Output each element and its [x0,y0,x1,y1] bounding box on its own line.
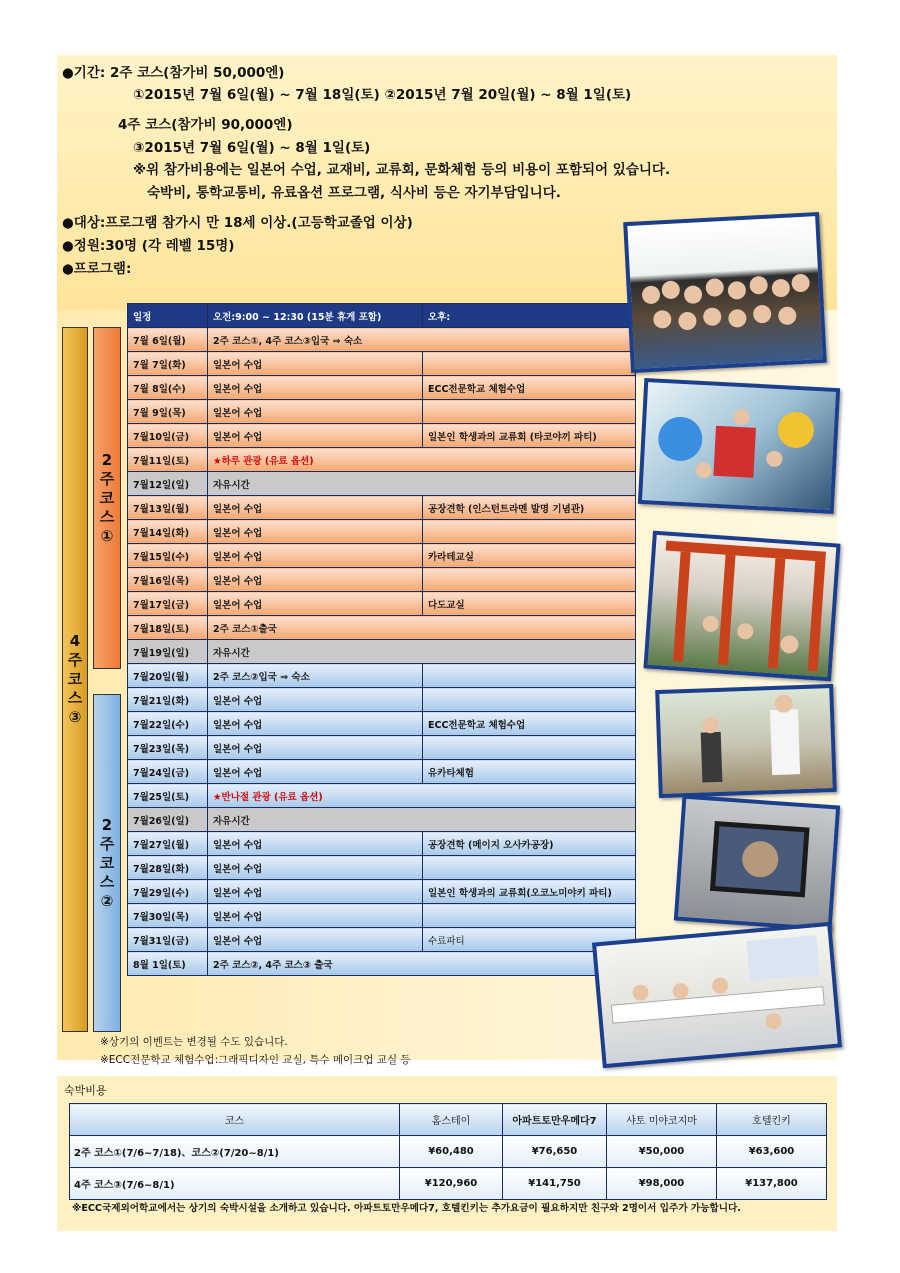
schedule-row [128,424,636,448]
schedule-date-cell: 7월18일(토) [128,616,208,640]
schedule-row [128,496,636,520]
schedule-am-cell: 일본어 수업 [208,904,423,928]
lodging-row [70,1136,827,1168]
lodging-footnote: ※ECC국제외어학교에서는 상기의 숙박시설을 소개하고 있습니다. 아파트토만우메다7, 호텔킨키는 추가요금이 필요하지만 친구와 2명이서 입주가 가능합니다. [72,1203,741,1214]
schedule-row [128,688,636,712]
course2b-char: 스 [99,872,115,891]
schedule-pm-cell [423,520,636,544]
schedule-row [128,376,636,400]
lodging-price-cell: ¥98,000 [607,1168,717,1200]
course4-char: 코 [67,670,83,688]
course4-char: 주 [67,651,83,669]
schedule-am-cell: 자유시간 [208,808,636,832]
schedule-pm-cell [423,352,636,376]
schedule-date-cell: 7월17일(금) [128,592,208,616]
schedule-date-cell: 7월24일(금) [128,760,208,784]
schedule-am-cell: 일본어 수업 [208,496,423,520]
schedule-date-cell: 7월21일(화) [128,688,208,712]
course2a-char: 스 [99,507,115,526]
lodging-table [69,1103,827,1200]
header-date: 일정 [128,304,208,328]
schedule-pm-cell: 공장견학 (메이지 오사카공장) [423,832,636,856]
schedule-date-cell: 7월31일(금) [128,928,208,952]
schedule-row [128,760,636,784]
schedule-date-cell: 7월29일(수) [128,880,208,904]
schedule-am-cell: 일본어 수업 [208,568,423,592]
schedule-am-cell: 일본어 수업 [208,880,423,904]
schedule-am-cell: 일본어 수업 [208,520,423,544]
design-class-photo-illustration [678,799,836,927]
shrine-photo-image [643,531,840,682]
schedule-note-2: ※ECC전문학교 체험수업:그래픽디자인 교실, 특수 메이크업 교실 등 [100,1054,411,1066]
classroom-photo-illustration [596,926,837,1064]
tour-star-label: ★반나절 관광 [213,791,271,803]
course2a-char: 주 [99,469,115,488]
schedule-row [128,448,636,472]
lodging-price-cell: ¥50,000 [607,1136,717,1168]
schedule-row [128,664,636,688]
target-line: ●대상:프로그램 참가시 만 18세 이상.(고등학교졸업 이상) [62,215,413,231]
capacity-line: ●정원:30명 (각 레벨 15명) [62,238,235,254]
lodging-row [70,1168,827,1200]
schedule-row [128,520,636,544]
schedule-row [128,784,636,808]
paid-option-label: (유료 옵션) [274,791,323,803]
lodging-price-cell: ¥76,650 [503,1136,607,1168]
lodging-header-cell: 홈스테이 [400,1104,503,1136]
schedule-row [128,712,636,736]
shrine-photo-illustration [648,535,837,677]
schedule-date-cell: 7월16일(목) [128,568,208,592]
period-2w-dates: ①2015년 7월 6일(월) ~ 7월 18일(토) ②2015년 7월 20일(월) ~ 8월 1일(토) [133,87,632,103]
schedule-date-cell: 7월 7일(화) [128,352,208,376]
schedule-date-cell: 7월30일(목) [128,904,208,928]
schedule-date-cell: 7월23일(목) [128,736,208,760]
schedule-am-cell [208,784,636,808]
lodging-header-cell: 코스 [70,1104,400,1136]
schedule-am-cell: 일본어 수업 [208,544,423,568]
schedule-pm-cell [423,568,636,592]
course2b-char: 2 [101,815,113,834]
course4-char: ③ [68,708,82,726]
lodging-price-cell: ¥141,750 [503,1168,607,1200]
lodging-price-cell: ¥120,960 [400,1168,503,1200]
note-included: ※위 참가비용에는 일본어 수업, 교재비, 교류회, 문화체험 등의 비용이 포함되어 있습니다. [133,162,671,178]
schedule-note-1: ※상기의 이벤트는 변경될 수도 있습니다. [100,1036,288,1048]
schedule-date-cell: 7월11일(토) [128,448,208,472]
design-class-photo-image [674,795,840,932]
schedule-am-cell: 일본어 수업 [208,832,423,856]
schedule-row [128,400,636,424]
schedule-date-cell: 7월 8일(수) [128,376,208,400]
schedule-row [128,616,636,640]
course4-label [62,327,88,1032]
lodging-header-cell: 샤토 미야코지마 [607,1104,717,1136]
schedule-table [127,303,636,976]
course2a-char: 2 [101,450,113,469]
course2a-char: ① [100,526,114,545]
schedule-am-cell: 일본어 수업 [208,760,423,784]
schedule-am-cell: 일본어 수업 [208,712,423,736]
schedule-date-cell: 7월12일(일) [128,472,208,496]
schedule-date-cell: 7월13일(월) [128,496,208,520]
schedule-pm-cell [423,400,636,424]
schedule-pm-cell: 다도교실 [423,592,636,616]
karate-photo-illustration [659,688,832,794]
schedule-pm-cell: 일본인 학생과의 교류회 (타코야끼 파티) [423,424,636,448]
schedule-date-cell: 7월27일(월) [128,832,208,856]
schedule-date-cell: 7월15일(수) [128,544,208,568]
schedule-row [128,328,636,352]
schedule-pm-cell: 유카타체험 [423,760,636,784]
schedule-am-cell: 일본어 수업 [208,928,423,952]
schedule-pm-cell: 수료파티 [423,928,636,952]
lodging-price-cell: ¥137,800 [717,1168,827,1200]
schedule-date-cell: 8월 1일(토) [128,952,208,976]
schedule-date-cell: 7월22일(수) [128,712,208,736]
schedule-pm-cell [423,688,636,712]
paid-option-label: (유료 옵션) [264,455,314,467]
schedule-am-cell [208,448,636,472]
schedule-date-cell: 7월10일(금) [128,424,208,448]
schedule-row [128,856,636,880]
schedule-row [128,592,636,616]
schedule-am-cell: 자유시간 [208,472,636,496]
schedule-row [128,472,636,496]
schedule-am-cell: 일본어 수업 [208,352,423,376]
schedule-pm-cell: 카라테교실 [423,544,636,568]
period-label: ●기간: 2주 코스(참가비 50,000엔) [62,65,285,81]
schedule-pm-cell: 공장견학 (인스턴트라멘 발명 기념관) [423,496,636,520]
schedule-pm-cell [423,664,636,688]
schedule-row [128,352,636,376]
course2b-char: ② [100,891,114,910]
program-line: ●프로그램: [62,261,132,277]
schedule-am-cell: 일본어 수업 [208,736,423,760]
header-pm: 오후: [423,304,636,328]
group-photo-illustration [627,216,822,369]
schedule-row [128,808,636,832]
group-photo-image [623,212,827,373]
schedule-date-cell: 7월25일(토) [128,784,208,808]
schedule-pm-cell: ECC전문학교 체험수업 [423,376,636,400]
course2b-char: 주 [99,834,115,853]
schedule-am-cell: 일본어 수업 [208,376,423,400]
schedule-am-cell: 일본어 수업 [208,688,423,712]
lodging-price-cell: ¥63,600 [717,1136,827,1168]
course2b-char: 코 [99,853,115,872]
schedule-am-cell: 2주 코스②, 4주 코스③ 출국 [208,952,636,976]
lodging-course-cell: 2주 코스①(7/6~7/18)、코스②(7/20~8/1) [70,1136,400,1168]
schedule-date-cell: 7월19일(일) [128,640,208,664]
lodging-header-cell: 아파트토만우메다7 [503,1104,607,1136]
period-4w-dates: ③2015년 7월 6일(월) ~ 8월 1일(토) [133,140,371,156]
header-am: 오전:9:00 ~ 12:30 (15분 휴게 포함) [208,304,423,328]
classroom-photo-image [592,922,842,1068]
schedule-am-cell: 일본어 수업 [208,400,423,424]
schedule-date-cell: 7월20일(월) [128,664,208,688]
mascot-photo-illustration [642,382,836,510]
mascot-photo-image [638,378,840,514]
schedule-pm-cell [423,856,636,880]
lodging-header-cell: 호텔킨키 [717,1104,827,1136]
course2a-char: 코 [99,488,115,507]
schedule-row [128,568,636,592]
schedule-pm-cell [423,904,636,928]
schedule-am-cell: 일본어 수업 [208,424,423,448]
schedule-am-cell: 자유시간 [208,640,636,664]
karate-photo-image [655,684,837,798]
schedule-row [128,904,636,928]
course2b-label [93,694,121,1032]
schedule-am-cell: 2주 코스②입국 ⇒ 숙소 [208,664,423,688]
schedule-am-cell: 2주 코스①출국 [208,616,636,640]
schedule-row [128,736,636,760]
note-excluded: 숙박비, 통학교통비, 유료옵션 프로그램, 식사비 등은 자기부담입니다. [147,185,561,201]
schedule-row [128,544,636,568]
schedule-row [128,880,636,904]
schedule-row [128,952,636,976]
schedule-pm-cell: ECC전문학교 체험수업 [423,712,636,736]
tour-star-label: ★하루 관광 [213,455,262,467]
lodging-price-cell: ¥60,480 [400,1136,503,1168]
schedule-date-cell: 7월14일(화) [128,520,208,544]
course2a-label [93,327,121,669]
schedule-date-cell: 7월 9일(목) [128,400,208,424]
schedule-am-cell: 2주 코스①, 4주 코스③입국 ⇒ 숙소 [208,328,636,352]
schedule-am-cell: 일본어 수업 [208,592,423,616]
lodging-title: 숙박비용 [64,1084,107,1097]
schedule-row [128,928,636,952]
lodging-course-cell: 4주 코스③(7/6~8/1) [70,1168,400,1200]
lodging-header-row [70,1104,827,1136]
course4-char: 스 [67,689,83,707]
schedule-row [128,640,636,664]
schedule-pm-cell [423,736,636,760]
course-4w-label: 4주 코스(참가비 90,000엔) [118,117,293,133]
schedule-row [128,832,636,856]
schedule-date-cell: 7월 6일(월) [128,328,208,352]
course4-char: 4 [69,632,81,650]
schedule-am-cell: 일본어 수업 [208,856,423,880]
schedule-header-row [128,304,636,328]
schedule-date-cell: 7월28일(화) [128,856,208,880]
schedule-pm-cell: 일본인 학생과의 교류회(오코노미야키 파티) [423,880,636,904]
schedule-date-cell: 7월26일(일) [128,808,208,832]
